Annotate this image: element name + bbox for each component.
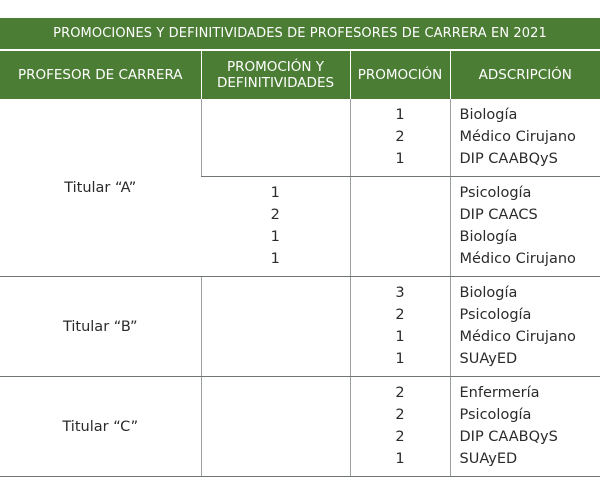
profesor-cell: Titular “C” [0, 377, 201, 477]
header-promdef-line2: DEFINITIVIDADES [217, 75, 334, 91]
adscripcion-item: Médico Cirujano [460, 126, 600, 148]
promocion-definitividades-cell [201, 277, 350, 377]
adscripcion-item: Enfermería [460, 382, 600, 404]
header-promdef-line1: PROMOCIÓN Y [227, 59, 324, 75]
promocion-cell [350, 277, 450, 377]
count-value: 2 [351, 426, 450, 448]
count-value: 1 [201, 182, 350, 204]
profesor-cell: Titular “B” [0, 277, 201, 377]
adscripcion-item: Psicología [460, 182, 600, 204]
adscripcion-item: SUAyED [460, 348, 600, 370]
adscripcion-item: Médico Cirujano [460, 326, 600, 348]
header-adscripcion: ADSCRIPCIÓN [450, 50, 600, 99]
profesor-cell: Titular “A” [0, 99, 201, 277]
promocion-definitividades-cell [201, 99, 350, 177]
adscripcion-cell [450, 277, 600, 377]
adscripcion-cell [450, 177, 600, 277]
adscripcion-item: Biología [460, 282, 600, 304]
adscripcion-item: Biología [460, 226, 600, 248]
promocion-cell [350, 377, 450, 477]
table-body [0, 99, 600, 477]
promocion-cell [350, 99, 450, 177]
header-row [0, 50, 600, 99]
header-profesor: PROFESOR DE CARRERA [0, 50, 201, 99]
table-row [0, 99, 600, 177]
count-value: 1 [351, 348, 450, 370]
promocion-cell [350, 177, 450, 277]
count-value: 1 [351, 326, 450, 348]
count-value: 1 [201, 248, 350, 270]
table-row [0, 377, 600, 477]
adscripcion-cell [450, 99, 600, 177]
adscripcion-item: Psicología [460, 404, 600, 426]
table-title: PROMOCIONES Y DEFINITIVIDADES DE PROFESORES DE CARRERA EN 2021 [0, 18, 600, 50]
adscripcion-cell [450, 377, 600, 477]
count-value: 1 [201, 226, 350, 248]
count-value: 1 [351, 148, 450, 170]
table-title-row [0, 18, 600, 50]
count-value: 1 [351, 104, 450, 126]
count-value: 2 [351, 126, 450, 148]
count-value: 2 [351, 304, 450, 326]
count-value: 2 [351, 382, 450, 404]
promotions-table [0, 18, 600, 477]
count-value: 3 [351, 282, 450, 304]
adscripcion-item: SUAyED [460, 448, 600, 470]
count-value: 1 [351, 448, 450, 470]
adscripcion-item: DIP CAABQyS [460, 426, 600, 448]
count-value: 2 [351, 404, 450, 426]
adscripcion-item: Psicología [460, 304, 600, 326]
adscripcion-item: DIP CAABQyS [460, 148, 600, 170]
adscripcion-item: Biología [460, 104, 600, 126]
adscripcion-item: Médico Cirujano [460, 248, 600, 270]
count-value: 2 [201, 204, 350, 226]
table-row [0, 277, 600, 377]
promocion-definitividades-cell [201, 377, 350, 477]
adscripcion-item: DIP CAACS [460, 204, 600, 226]
promocion-definitividades-cell [201, 177, 350, 277]
header-promocion-definitividades [201, 50, 350, 99]
header-promocion: PROMOCIÓN [350, 50, 450, 99]
promotions-table-container [0, 18, 600, 477]
